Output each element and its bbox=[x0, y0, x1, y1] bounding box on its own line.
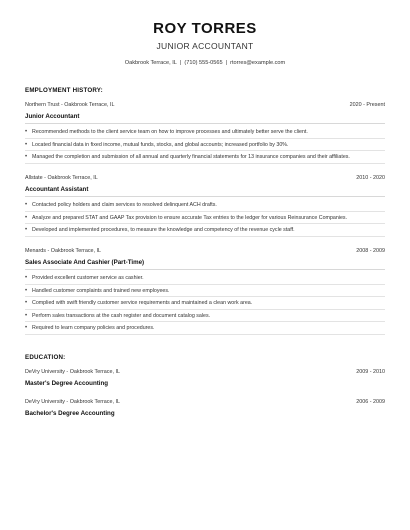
job-dates: 2020 - Present bbox=[349, 102, 385, 108]
list-item: • Located financial data in fixed income, mutual funds, stocks, and global accounts; increased portfolio by 30%. bbox=[25, 139, 385, 152]
list-item: • Provided excellent customer service as cashier. bbox=[25, 272, 385, 285]
job-dates: 2010 - 2020 bbox=[356, 175, 385, 181]
job-role: Sales Associate And Cashier (Part-Time) bbox=[25, 259, 145, 266]
job-bullet-list bbox=[25, 126, 385, 164]
education-degree: Bachelor's Degree Accounting bbox=[25, 410, 115, 417]
list-item: • Developed and implemented procedures, to measure the knowledge and competency of the revenue cycle staff. bbox=[25, 224, 385, 237]
divider bbox=[25, 269, 385, 270]
contact-separator: | bbox=[225, 60, 228, 66]
divider bbox=[25, 123, 385, 124]
education-school: DeVry University - Oakbrook Terrace, IL bbox=[25, 369, 120, 375]
list-item: • Recommended methods to the client service team on how to improve processes and ultimately better serve the client. bbox=[25, 126, 385, 139]
list-item: • Required to learn company policies and procedures. bbox=[25, 322, 385, 335]
list-item: • Contacted policy holders and claim services to resolved delinquent ACH drafts. bbox=[25, 199, 385, 212]
education-degree: Master's Degree Accounting bbox=[25, 380, 109, 387]
education-dates: 2009 - 2010 bbox=[356, 369, 385, 375]
job-bullet-list bbox=[25, 272, 385, 335]
job-role: Accountant Assistant bbox=[25, 186, 89, 193]
education-school: DeVry University - Oakbrook Terrace, IL bbox=[25, 399, 120, 405]
employment-heading: EMPLOYMENT HISTORY: bbox=[25, 87, 103, 94]
contact-separator: | bbox=[179, 60, 182, 66]
contact-line bbox=[0, 60, 410, 66]
job-employer: Allstate - Oakbrook Terrace, IL bbox=[25, 175, 98, 181]
job-employer: Northern Trust - Oakbrook Terrace, IL bbox=[25, 102, 115, 108]
divider bbox=[25, 196, 385, 197]
contact-phone: (710) 555-0565 bbox=[184, 60, 223, 66]
candidate-name: ROY TORRES bbox=[153, 20, 257, 37]
list-item: • Analyze and prepared STAT and GAAP Tax provision to ensure accurate Tax entries to the ledger for various Reinsurance Companies. bbox=[25, 212, 385, 225]
education-dates: 2006 - 2009 bbox=[356, 399, 385, 405]
candidate-title: JUNIOR ACCOUNTANT bbox=[156, 41, 254, 51]
list-item: • Handled customer complaints and trained new employees. bbox=[25, 285, 385, 298]
list-item: • Perform sales transactions at the cash register and document catalog sales. bbox=[25, 310, 385, 323]
list-item: • Complied with swift friendly customer service requirements and maintained a clean work area. bbox=[25, 297, 385, 310]
job-bullet-list bbox=[25, 199, 385, 237]
job-dates: 2008 - 2009 bbox=[356, 248, 385, 254]
list-item: • Managed the completion and submission of all annual and quarterly financial statements for 13 insurance companies and their affiliates. bbox=[25, 151, 385, 164]
contact-location: Oakbrook Terrace, IL bbox=[124, 60, 177, 66]
job-employer: Menards - Oakbrook Terrace, IL bbox=[25, 248, 101, 254]
contact-email[interactable]: rtorres@example.com bbox=[230, 60, 286, 66]
education-heading: EDUCATION: bbox=[25, 354, 66, 361]
job-role: Junior Accountant bbox=[25, 113, 80, 120]
